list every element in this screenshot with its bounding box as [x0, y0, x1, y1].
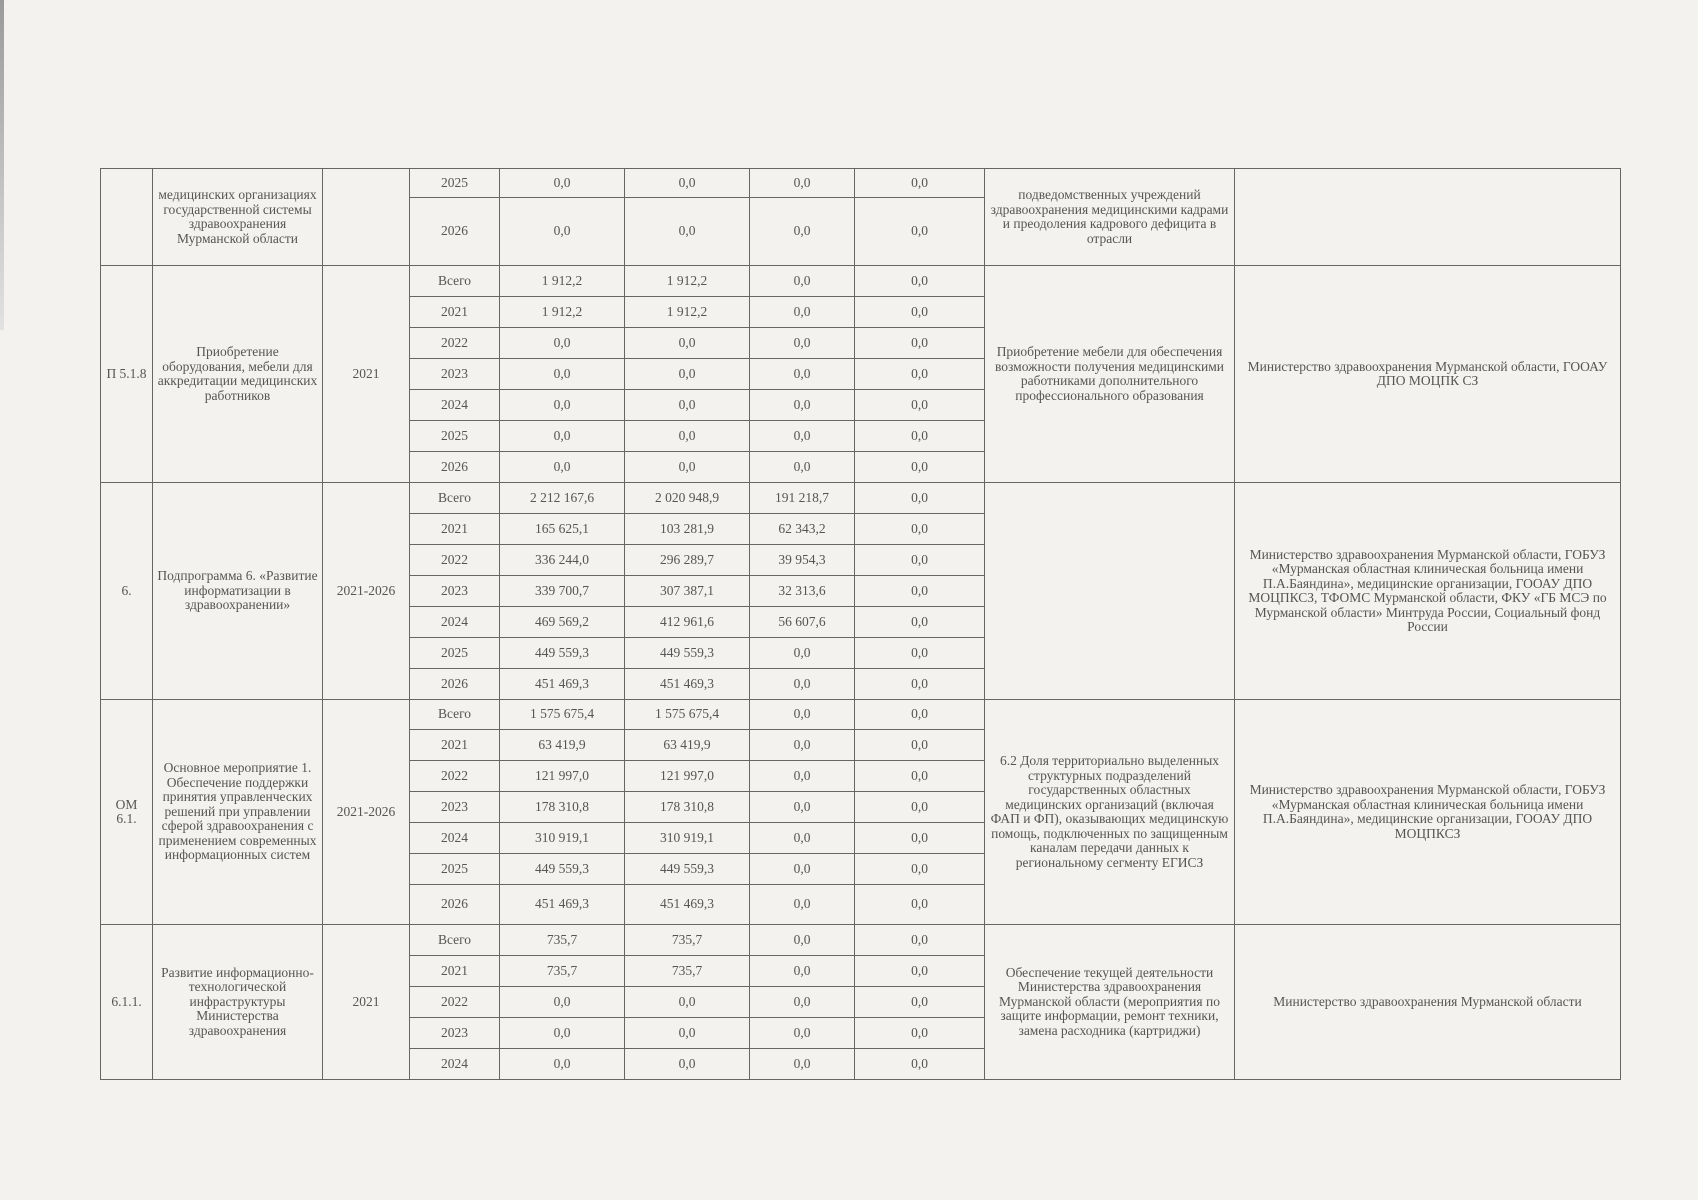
- source2-value-cell: 32 313,6: [750, 576, 855, 607]
- source3-value-cell: 0,0: [855, 359, 985, 390]
- source3-value-cell: 0,0: [855, 390, 985, 421]
- source1-value-cell: 0,0: [625, 987, 750, 1018]
- table-row: [101, 925, 1621, 956]
- total-value-cell: 0,0: [500, 169, 625, 198]
- executor-cell: Министерство здравоохранения Мурманской области, ГООАУ ДПО МОЦПК СЗ: [1235, 266, 1621, 483]
- activity-name-cell: Подпрограмма 6. «Развитие информатизации в здравоохранении»: [153, 483, 323, 700]
- source1-value-cell: 0,0: [625, 390, 750, 421]
- year-cell: 2025: [410, 854, 500, 885]
- source1-value-cell: 0,0: [625, 1018, 750, 1049]
- total-value-cell: 0,0: [500, 328, 625, 359]
- program-financing-table: [100, 168, 1621, 1080]
- total-value-cell: 735,7: [500, 956, 625, 987]
- source2-value-cell: 0,0: [750, 761, 855, 792]
- source3-value-cell: 0,0: [855, 328, 985, 359]
- total-value-cell: 339 700,7: [500, 576, 625, 607]
- source3-value-cell: 0,0: [855, 514, 985, 545]
- source3-value-cell: 0,0: [855, 730, 985, 761]
- source2-value-cell: 191 218,7: [750, 483, 855, 514]
- source3-value-cell: 0,0: [855, 545, 985, 576]
- total-value-cell: 1 912,2: [500, 297, 625, 328]
- source1-value-cell: 0,0: [625, 328, 750, 359]
- table-row: [101, 483, 1621, 514]
- executor-cell: Министерство здравоохранения Мурманской области: [1235, 925, 1621, 1080]
- source2-value-cell: 0,0: [750, 328, 855, 359]
- total-value-cell: 0,0: [500, 1018, 625, 1049]
- period-cell: [323, 169, 410, 266]
- source2-value-cell: 0,0: [750, 854, 855, 885]
- total-value-cell: 0,0: [500, 359, 625, 390]
- source1-value-cell: 735,7: [625, 956, 750, 987]
- total-value-cell: 1 912,2: [500, 266, 625, 297]
- total-value-cell: 469 569,2: [500, 607, 625, 638]
- activity-name-cell: Приобретение оборудования, мебели для аккредитации медицинских работников: [153, 266, 323, 483]
- source1-value-cell: 63 419,9: [625, 730, 750, 761]
- total-value-cell: 451 469,3: [500, 669, 625, 700]
- period-cell: 2021: [323, 266, 410, 483]
- year-cell: Всего: [410, 700, 500, 730]
- table-row: [101, 266, 1621, 297]
- total-value-cell: 63 419,9: [500, 730, 625, 761]
- source2-value-cell: 0,0: [750, 421, 855, 452]
- total-value-cell: 178 310,8: [500, 792, 625, 823]
- source3-value-cell: 0,0: [855, 198, 985, 266]
- total-value-cell: 449 559,3: [500, 638, 625, 669]
- year-cell: Всего: [410, 266, 500, 297]
- source2-value-cell: 0,0: [750, 792, 855, 823]
- period-cell: 2021: [323, 925, 410, 1080]
- total-value-cell: 336 244,0: [500, 545, 625, 576]
- source3-value-cell: 0,0: [855, 823, 985, 854]
- year-cell: 2022: [410, 328, 500, 359]
- row-number-cell: 6.: [101, 483, 153, 700]
- year-cell: Всего: [410, 925, 500, 956]
- source3-value-cell: 0,0: [855, 956, 985, 987]
- table-row: [101, 169, 1621, 198]
- row-number-cell: 6.1.1.: [101, 925, 153, 1080]
- total-value-cell: 310 919,1: [500, 823, 625, 854]
- year-cell: 2024: [410, 1049, 500, 1080]
- total-value-cell: 0,0: [500, 987, 625, 1018]
- year-cell: 2023: [410, 576, 500, 607]
- source2-value-cell: 39 954,3: [750, 545, 855, 576]
- year-cell: 2026: [410, 452, 500, 483]
- source1-value-cell: 449 559,3: [625, 854, 750, 885]
- source2-value-cell: 0,0: [750, 452, 855, 483]
- source3-value-cell: 0,0: [855, 576, 985, 607]
- executor-cell: Министерство здравоохранения Мурманской области, ГОБУЗ «Мурманская областная клиническая больница имени П.А.Баяндина», медицинские организации, ГООАУ ДПО МОЦПКСЗ, ТФОМС Мурманской области, ФКУ «ГБ МСЭ по Мурманской области» Минтруда России, Социальный фонд России: [1235, 483, 1621, 700]
- source2-value-cell: 0,0: [750, 638, 855, 669]
- total-value-cell: 0,0: [500, 1049, 625, 1080]
- source1-value-cell: 449 559,3: [625, 638, 750, 669]
- source3-value-cell: 0,0: [855, 452, 985, 483]
- source3-value-cell: 0,0: [855, 1018, 985, 1049]
- source1-value-cell: 0,0: [625, 1049, 750, 1080]
- source1-value-cell: 0,0: [625, 421, 750, 452]
- year-cell: 2026: [410, 885, 500, 925]
- source2-value-cell: 0,0: [750, 390, 855, 421]
- total-value-cell: 449 559,3: [500, 854, 625, 885]
- source1-value-cell: 451 469,3: [625, 885, 750, 925]
- year-cell: 2022: [410, 987, 500, 1018]
- source1-value-cell: 296 289,7: [625, 545, 750, 576]
- total-value-cell: 121 997,0: [500, 761, 625, 792]
- total-value-cell: 2 212 167,6: [500, 483, 625, 514]
- source1-value-cell: 178 310,8: [625, 792, 750, 823]
- source2-value-cell: 0,0: [750, 885, 855, 925]
- period-cell: 2021-2026: [323, 700, 410, 925]
- source2-value-cell: 0,0: [750, 823, 855, 854]
- source2-value-cell: 0,0: [750, 956, 855, 987]
- source3-value-cell: 0,0: [855, 297, 985, 328]
- source1-value-cell: 0,0: [625, 198, 750, 266]
- source1-value-cell: 310 919,1: [625, 823, 750, 854]
- source1-value-cell: 0,0: [625, 452, 750, 483]
- source2-value-cell: 0,0: [750, 359, 855, 390]
- source1-value-cell: 2 020 948,9: [625, 483, 750, 514]
- source2-value-cell: 0,0: [750, 1049, 855, 1080]
- program-table-wrap: [100, 168, 1620, 1133]
- source2-value-cell: 62 343,2: [750, 514, 855, 545]
- table-row: [101, 700, 1621, 730]
- year-cell: 2025: [410, 169, 500, 198]
- year-cell: 2021: [410, 956, 500, 987]
- source3-value-cell: 0,0: [855, 761, 985, 792]
- source1-value-cell: 0,0: [625, 359, 750, 390]
- source1-value-cell: 1 912,2: [625, 297, 750, 328]
- source2-value-cell: 0,0: [750, 1018, 855, 1049]
- result-indicator-cell: Приобретение мебели для обеспечения возможности получения медицинскими работниками дополнительного профессионального образования: [985, 266, 1235, 483]
- result-indicator-cell: [985, 483, 1235, 700]
- total-value-cell: 735,7: [500, 925, 625, 956]
- activity-name-cell: Основное мероприятие 1. Обеспечение поддержки принятия управленческих решений при управлении сферой здравоохранения с применением современных информационных систем: [153, 700, 323, 925]
- source2-value-cell: 56 607,6: [750, 607, 855, 638]
- year-cell: 2026: [410, 669, 500, 700]
- executor-cell: [1235, 169, 1621, 266]
- year-cell: 2021: [410, 730, 500, 761]
- source3-value-cell: 0,0: [855, 854, 985, 885]
- activity-name-cell: медицинских организациях государственной системы здравоохранения Мурманской области: [153, 169, 323, 266]
- total-value-cell: 0,0: [500, 198, 625, 266]
- source1-value-cell: 451 469,3: [625, 669, 750, 700]
- year-cell: 2022: [410, 545, 500, 576]
- year-cell: 2023: [410, 792, 500, 823]
- year-cell: 2024: [410, 823, 500, 854]
- source3-value-cell: 0,0: [855, 266, 985, 297]
- result-indicator-cell: Обеспечение текущей деятельности Министерства здравоохранения Мурманской области (мероприятия по защите информации, ремонт техники, замена расходника (картриджи): [985, 925, 1235, 1080]
- source1-value-cell: 307 387,1: [625, 576, 750, 607]
- source1-value-cell: 412 961,6: [625, 607, 750, 638]
- year-cell: 2024: [410, 390, 500, 421]
- row-number-cell: ОМ 6.1.: [101, 700, 153, 925]
- source2-value-cell: 0,0: [750, 297, 855, 328]
- year-cell: 2021: [410, 514, 500, 545]
- source3-value-cell: 0,0: [855, 669, 985, 700]
- source3-value-cell: 0,0: [855, 483, 985, 514]
- source2-value-cell: 0,0: [750, 730, 855, 761]
- total-value-cell: 0,0: [500, 390, 625, 421]
- source3-value-cell: 0,0: [855, 700, 985, 730]
- year-cell: 2025: [410, 421, 500, 452]
- year-cell: 2026: [410, 198, 500, 266]
- year-cell: 2023: [410, 359, 500, 390]
- source3-value-cell: 0,0: [855, 638, 985, 669]
- year-cell: 2025: [410, 638, 500, 669]
- source2-value-cell: 0,0: [750, 169, 855, 198]
- source2-value-cell: 0,0: [750, 987, 855, 1018]
- source1-value-cell: 0,0: [625, 169, 750, 198]
- source2-value-cell: 0,0: [750, 925, 855, 956]
- source3-value-cell: 0,0: [855, 607, 985, 638]
- total-value-cell: 165 625,1: [500, 514, 625, 545]
- source3-value-cell: 0,0: [855, 925, 985, 956]
- year-cell: 2023: [410, 1018, 500, 1049]
- source2-value-cell: 0,0: [750, 700, 855, 730]
- total-value-cell: 0,0: [500, 452, 625, 483]
- source2-value-cell: 0,0: [750, 198, 855, 266]
- source3-value-cell: 0,0: [855, 987, 985, 1018]
- source3-value-cell: 0,0: [855, 169, 985, 198]
- period-cell: 2021-2026: [323, 483, 410, 700]
- source2-value-cell: 0,0: [750, 669, 855, 700]
- year-cell: 2022: [410, 761, 500, 792]
- source3-value-cell: 0,0: [855, 885, 985, 925]
- source3-value-cell: 0,0: [855, 1049, 985, 1080]
- scan-edge: [0, 0, 4, 330]
- source2-value-cell: 0,0: [750, 266, 855, 297]
- result-indicator-cell: подведомственных учреждений здравоохранения медицинскими кадрами и преодоления кадрового дефицита в отрасли: [985, 169, 1235, 266]
- total-value-cell: 1 575 675,4: [500, 700, 625, 730]
- total-value-cell: 451 469,3: [500, 885, 625, 925]
- source1-value-cell: 1 575 675,4: [625, 700, 750, 730]
- activity-name-cell: Развитие информационно-технологической инфраструктуры Министерства здравоохранения: [153, 925, 323, 1080]
- result-indicator-cell: 6.2 Доля территориально выделенных структурных подразделений государственных областных медицинских организаций (включая ФАП и ФП), оказывающих медицинскую помощь, подключенных по защищенным каналам передачи данных к региональному сегменту ЕГИСЗ: [985, 700, 1235, 925]
- source3-value-cell: 0,0: [855, 792, 985, 823]
- year-cell: Всего: [410, 483, 500, 514]
- source1-value-cell: 103 281,9: [625, 514, 750, 545]
- executor-cell: Министерство здравоохранения Мурманской области, ГОБУЗ «Мурманская областная клиническая больница имени П.А.Баяндина», медицинские организации, ГООАУ ДПО МОЦПКСЗ: [1235, 700, 1621, 925]
- total-value-cell: 0,0: [500, 421, 625, 452]
- row-number-cell: П 5.1.8: [101, 266, 153, 483]
- year-cell: 2024: [410, 607, 500, 638]
- source1-value-cell: 1 912,2: [625, 266, 750, 297]
- source1-value-cell: 121 997,0: [625, 761, 750, 792]
- source1-value-cell: 735,7: [625, 925, 750, 956]
- year-cell: 2021: [410, 297, 500, 328]
- row-number-cell: [101, 169, 153, 266]
- source3-value-cell: 0,0: [855, 421, 985, 452]
